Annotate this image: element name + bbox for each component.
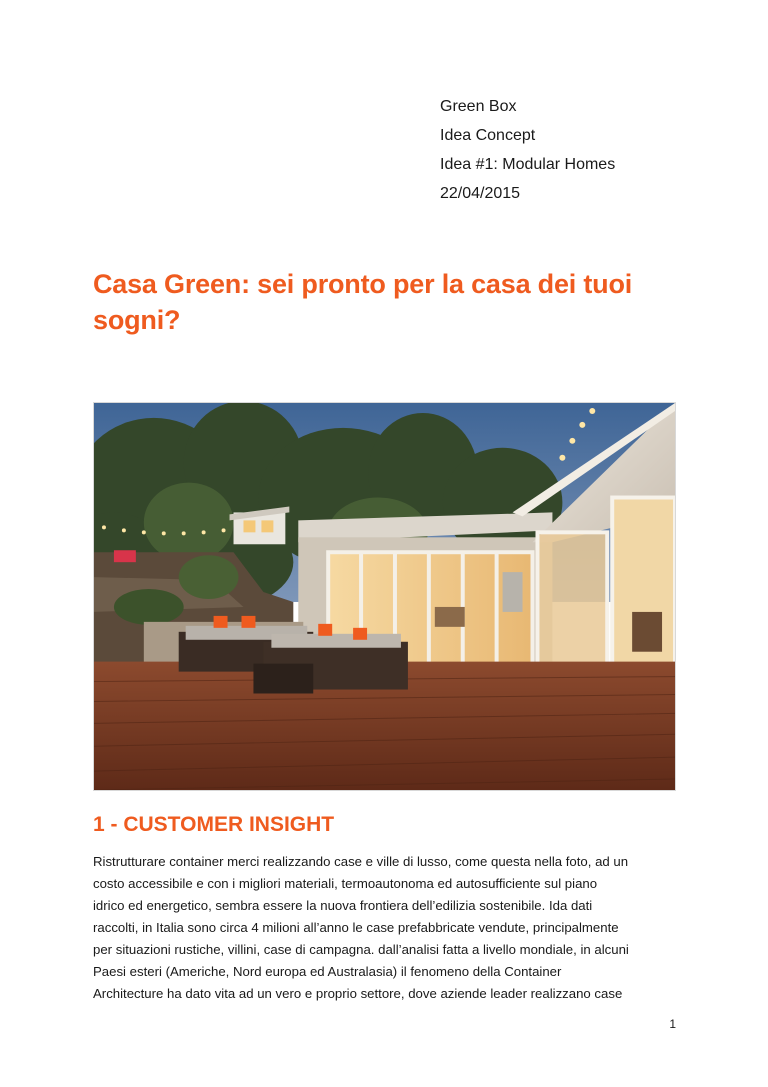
- body-line: Architecture ha dato vita ad un vero e proprio settore, dove aziende leader realizzano case: [93, 986, 623, 1001]
- body-line: raccolti, in Italia sono circa 4 milioni all’anno le case prefabbricate vendute, principalmente: [93, 920, 619, 935]
- document-meta: [440, 92, 740, 208]
- document-title: Casa Green: sei pronto per la casa dei tuoi sogni?: [93, 269, 633, 335]
- section-heading: 1 - CUSTOMER INSIGHT: [93, 813, 335, 836]
- body-line: costo accessibile e con i migliori materiali, termoautonoma ed autosufficiente sul piano: [93, 876, 598, 891]
- body-line: Paesi esteri (Americhe, Nord europa ed Australasia) il fenomeno della Container: [93, 964, 562, 979]
- interior-room: [612, 498, 675, 682]
- section-body: [93, 851, 683, 1005]
- body-line: per situazioni rustiche, villini, case di campagna. dall’analisi fatta a livello mondiale, in alcuni: [93, 942, 629, 957]
- photo-illustration: [94, 403, 675, 790]
- meta-date: 22/04/2015: [440, 185, 521, 202]
- page-number: 1: [669, 1017, 676, 1031]
- meta-doc-type: Idea Concept: [440, 127, 536, 144]
- body-line: Ristrutturare container merci realizzando case e ville di lusso, come questa nella foto, ad un: [93, 854, 629, 869]
- body-line: idrico ed energetico, sembra essere la nuova frontiera dell’edilizia sostenibile. Ida dati: [93, 898, 593, 913]
- meta-company: Green Box: [440, 98, 517, 115]
- meta-idea: Idea #1: Modular Homes: [440, 156, 616, 173]
- house-deck-photo: [93, 402, 676, 791]
